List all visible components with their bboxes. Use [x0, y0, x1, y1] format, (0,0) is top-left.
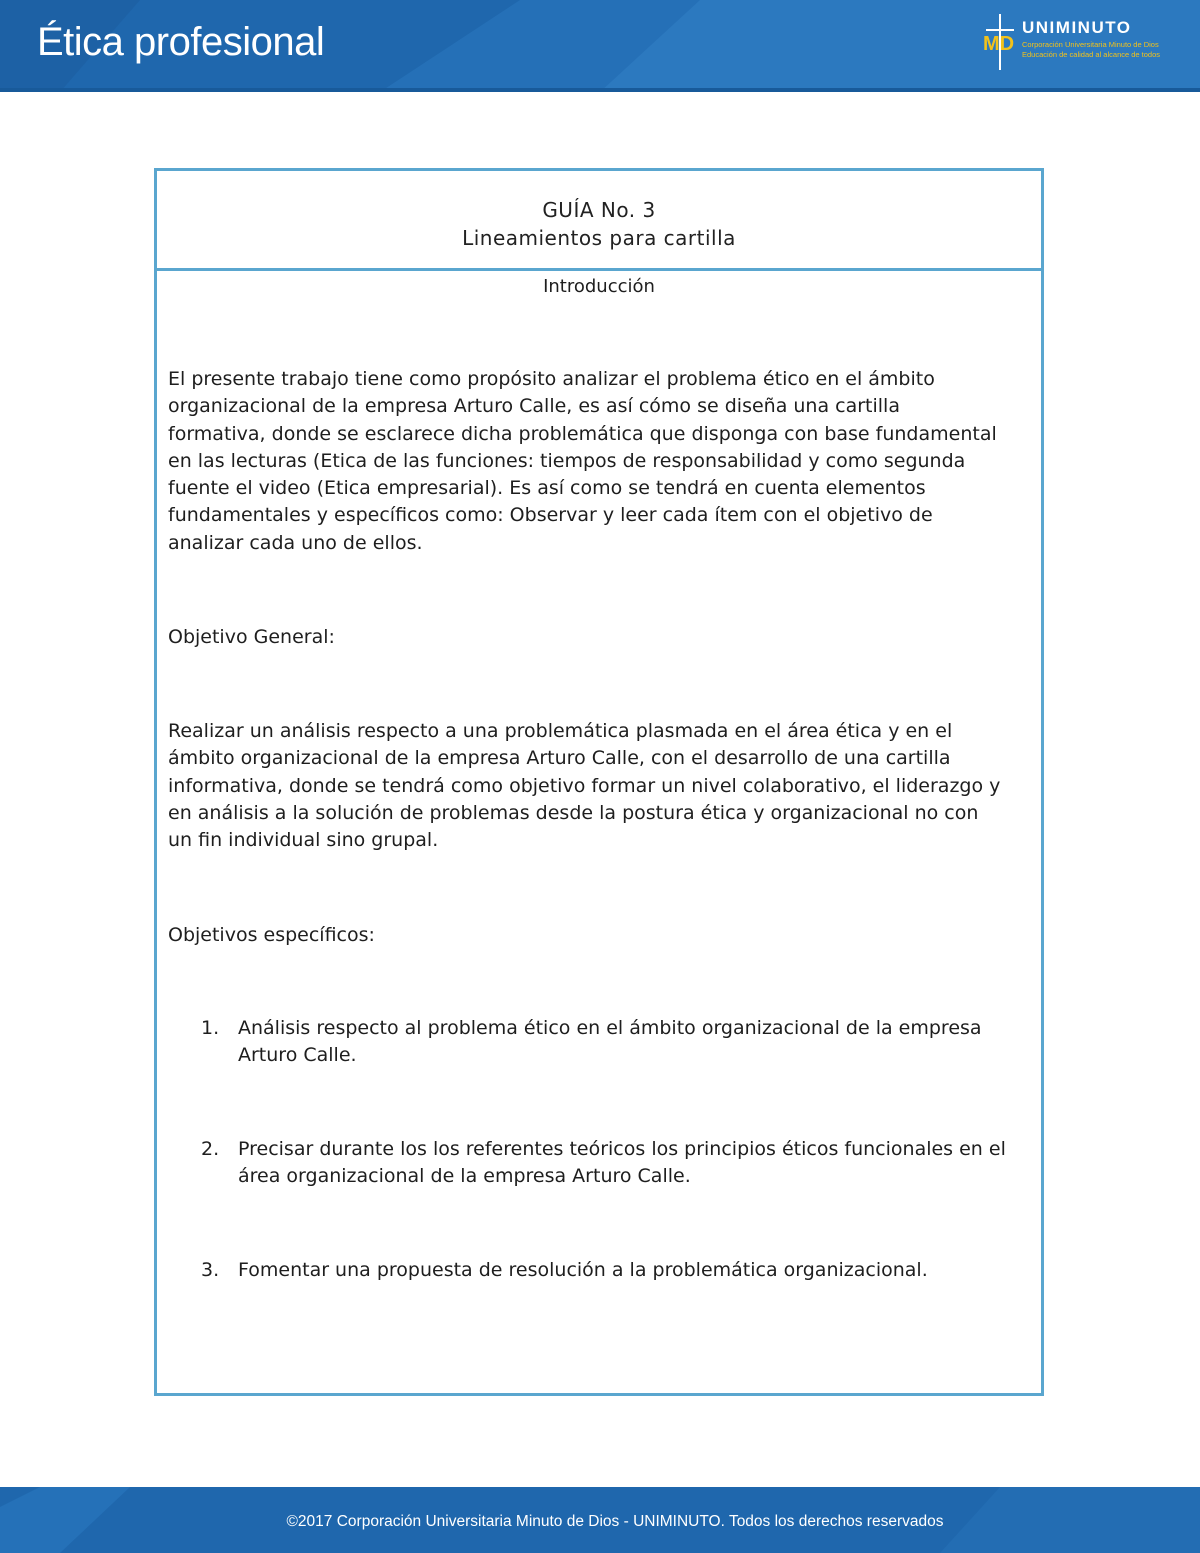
- intro-heading: Introducción: [543, 276, 655, 297]
- list-text: [238, 1257, 1038, 1284]
- intro-line: organizacional de la empresa Arturo Calle, es así cómo se diseña una cartilla: [168, 395, 900, 418]
- list-line: Precisar durante los los referentes teóricos los principios éticos funcionales en el: [238, 1138, 1006, 1160]
- intro-line: formativa, donde se esclarece dicha problemática que disponga con base fundamental: [168, 422, 997, 445]
- logo-tagline-2: Educación de calidad al alcance de todos: [1022, 50, 1161, 59]
- list-line: Arturo Calle.: [238, 1044, 357, 1067]
- intro-line: en las lecturas (Etica de las funciones: tiempos de responsabilidad y como segunda: [168, 449, 966, 472]
- page-footer: [0, 1487, 1200, 1553]
- page-header: [0, 0, 1200, 92]
- general-line: en análisis a la solución de problemas desde la postura ética y organizacional no con: [168, 801, 979, 824]
- general-objective-label: Objetivo General:: [168, 626, 335, 648]
- guide-number: GUÍA No. 3: [542, 198, 656, 222]
- general-line: Realizar un análisis respecto a una problemática plasmada en el área ética y en el: [168, 720, 953, 742]
- guide-heading: [157, 171, 1041, 271]
- list-line: área organizacional de la empresa Arturo Calle.: [238, 1165, 691, 1188]
- list-number: 1.: [201, 1017, 220, 1039]
- specific-objectives-label: Objetivos específicos:: [168, 924, 375, 946]
- intro-line: El presente trabajo tiene como propósito analizar el problema ético en el ámbito: [168, 368, 935, 390]
- copyright-text: ©2017 Corporación Universitaria Minuto de Dios - UNIMINUTO. Todos los derechos reservados: [286, 1513, 944, 1530]
- uniminuto-logo: [980, 12, 1180, 74]
- general-line: un fin individual sino grupal.: [168, 829, 439, 852]
- logo-letters: MD: [983, 33, 1015, 55]
- general-line: ámbito organizacional de la empresa Arturo Calle, con el desarrollo de una cartilla: [168, 747, 951, 770]
- logo-name: UNIMINUTO: [1022, 18, 1132, 37]
- intro-line: fuente el video (Etica empresarial). Es así como se tendrá en cuenta elementos: [168, 477, 926, 500]
- intro-line: analizar cada uno de ellos.: [168, 531, 423, 554]
- list-line: Análisis respecto al problema ético en el ámbito organizacional de la empresa: [238, 1017, 982, 1039]
- list-number: 3.: [201, 1259, 220, 1281]
- list-text: [238, 1015, 1038, 1070]
- logo-tagline-1: Corporación Universitaria Minuto de Dios: [1022, 40, 1159, 49]
- guide-document: [154, 168, 1044, 1396]
- general-objective-paragraph: [168, 718, 1034, 854]
- course-title: Ética profesional: [37, 20, 325, 64]
- intro-paragraph: [168, 366, 1034, 557]
- logo-emblem-icon: [980, 12, 1020, 74]
- intro-line: fundamentales y específicos como: Observar y leer cada ítem con el objetivo de: [168, 504, 933, 527]
- list-number: 2.: [201, 1138, 220, 1160]
- guide-subtitle: Lineamientos para cartilla: [462, 226, 736, 250]
- list-line: Fomentar una propuesta de resolución a la problemática organizacional.: [238, 1259, 928, 1281]
- general-line: informativa, donde se tendrá como objetivo formar un nivel colaborativo, el liderazgo y: [168, 774, 1001, 797]
- list-text: [238, 1136, 1038, 1191]
- header-rule: [0, 88, 1200, 92]
